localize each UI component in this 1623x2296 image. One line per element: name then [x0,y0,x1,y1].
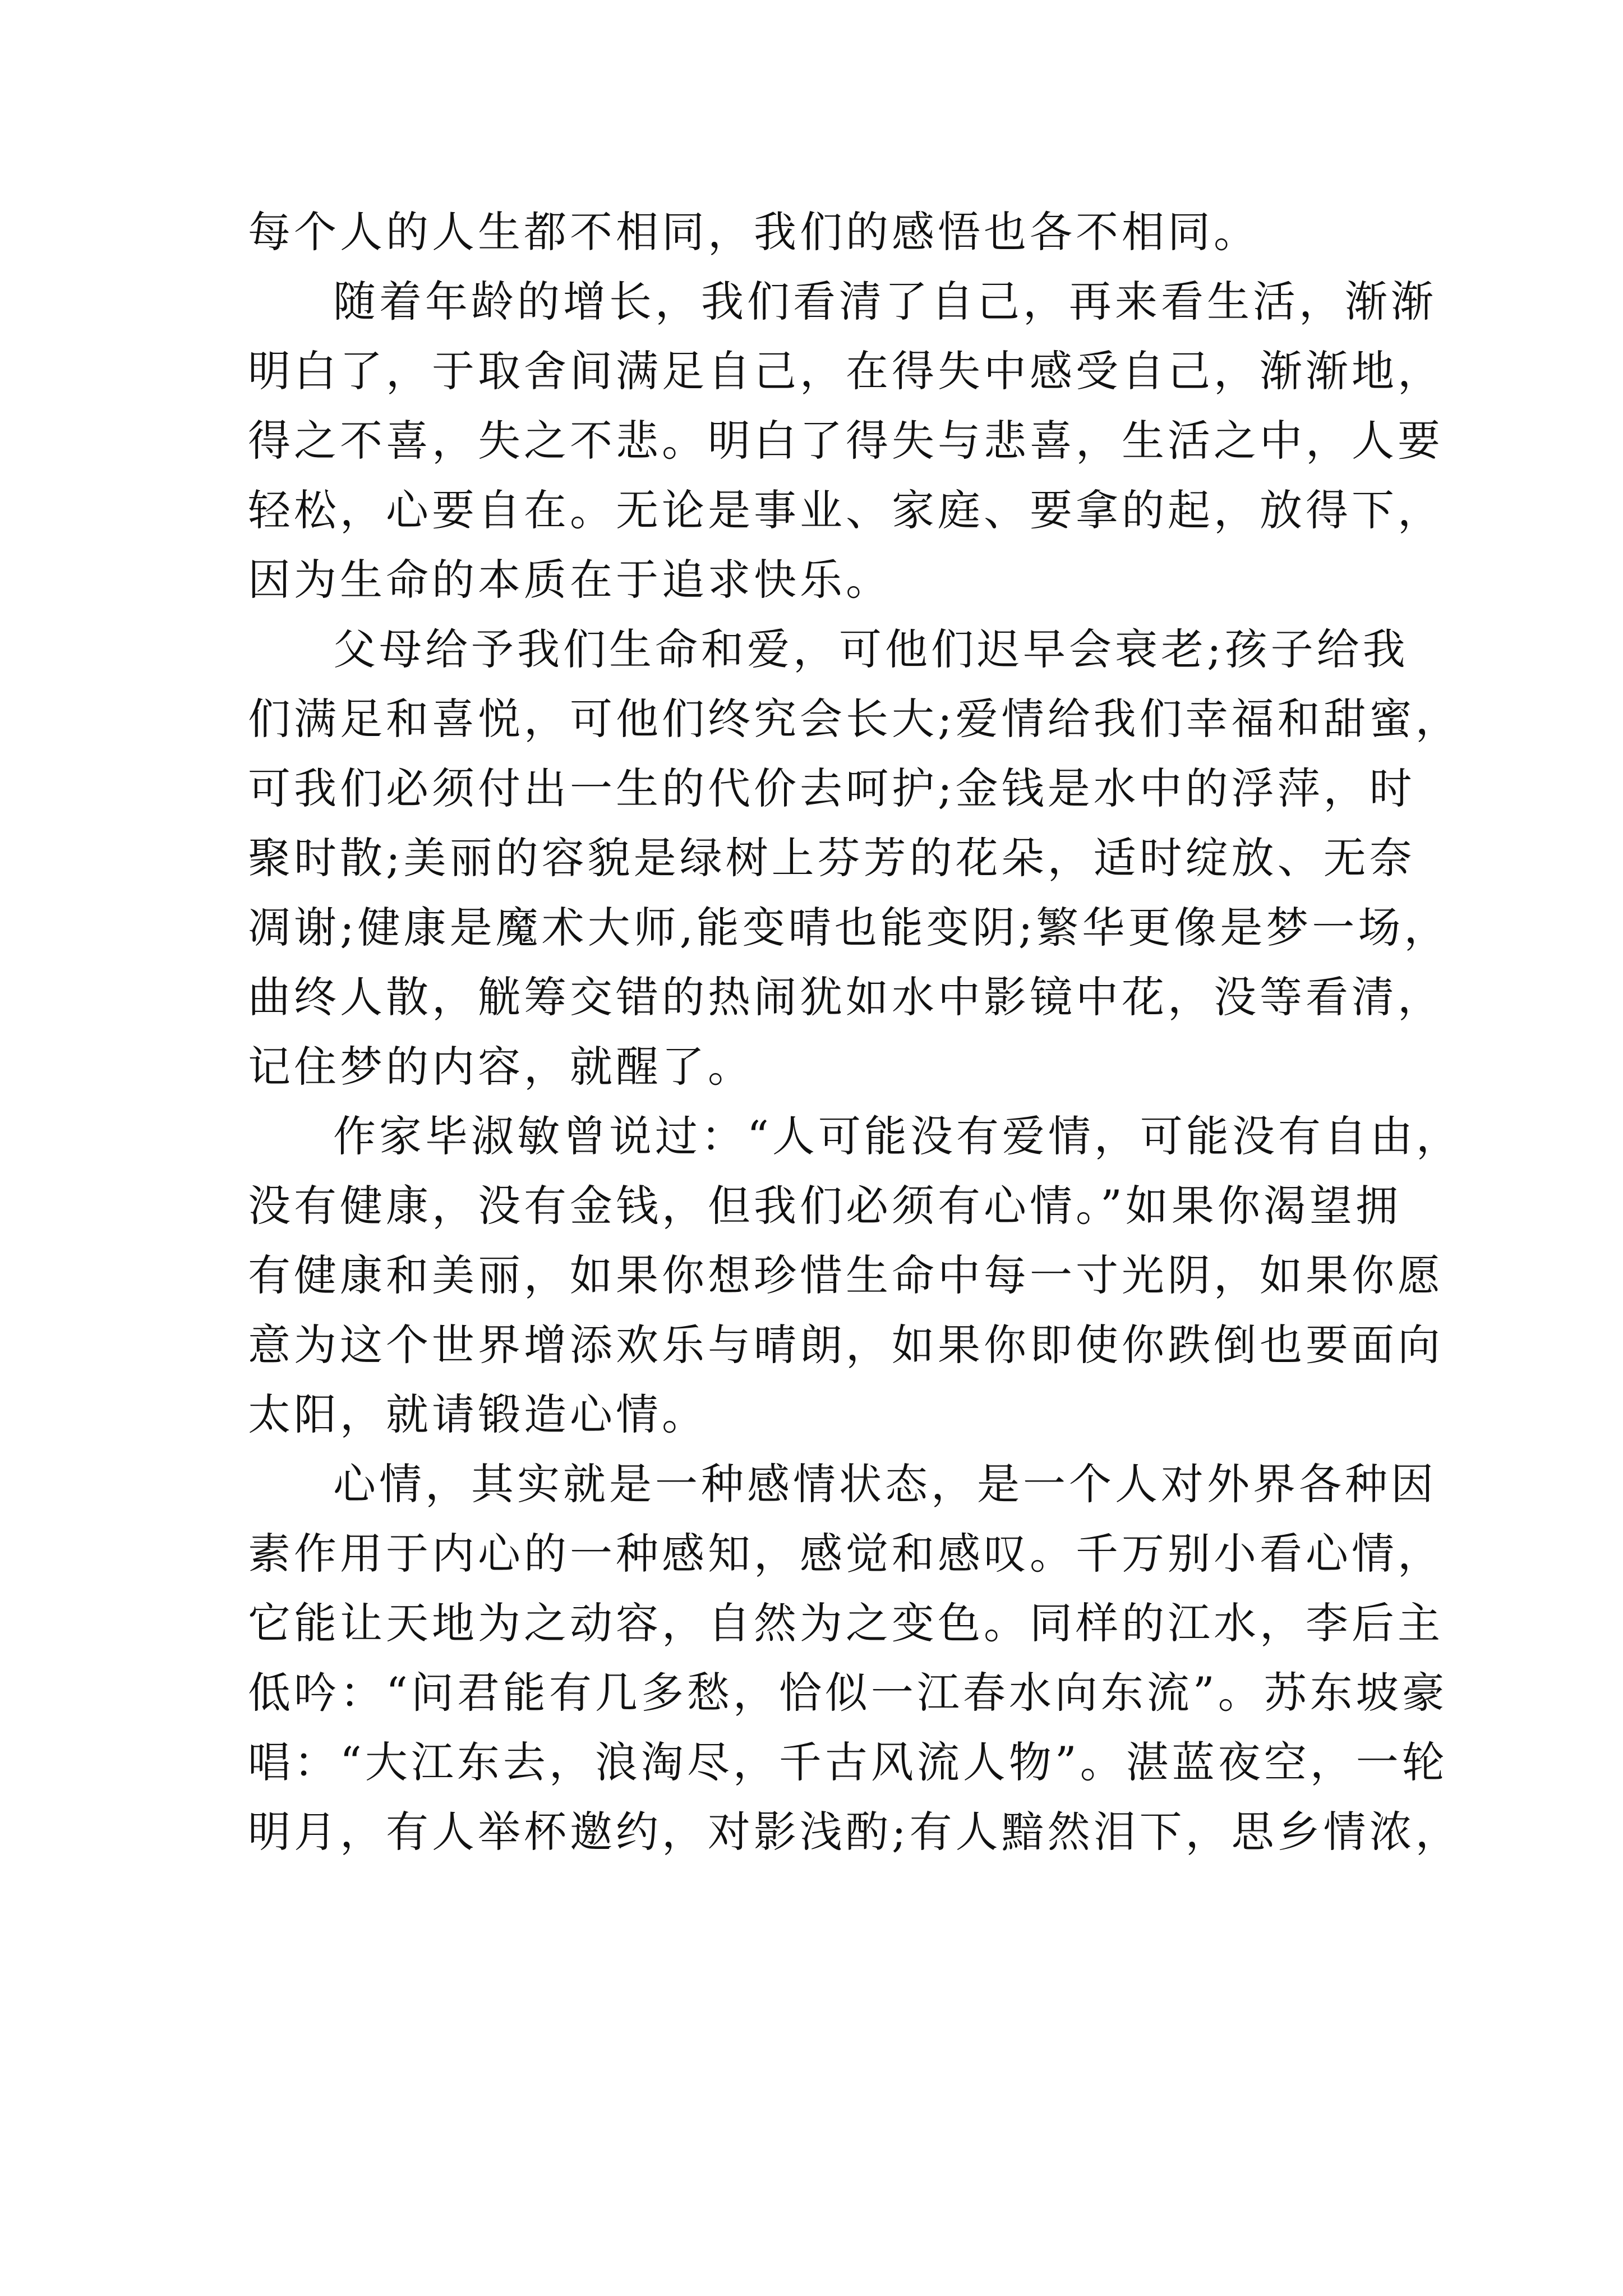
paragraph-5 [248,1450,1461,1867]
text-line: 唱：“大江东去，浪淘尽，千古风流人物”。湛蓝夜空，一轮 [248,1737,1448,1787]
text-line: 轻松，心要自在。无论是事业、家庭、要拿的起，放得下， [248,485,1444,535]
text-line: 随着年龄的增长，我们看清了自己，再来看生活，渐渐 [333,277,1437,326]
text-line: 每个人的人生都不相同，我们的感悟也各不相同。 [248,207,1260,257]
text-line: 它能让天地为之动容，自然为之变色。同样的江水，李后主 [248,1598,1444,1648]
text-line: 没有健康，没有金钱，但我们必须有心情。”如果你渴望拥 [248,1181,1401,1231]
document-body [248,197,1462,1867]
text-line: 心情，其实就是一种感情状态，是一个人对外界各种因 [333,1459,1437,1509]
text-line: 意为这个世界增添欢乐与晴朗，如果你即使你跌倒也要面向 [248,1320,1444,1370]
text-line: 父母给予我们生命和爱，可他们迟早会衰老;孩子给我 [333,624,1409,674]
text-line: 凋谢;健康是魔术大师,能变晴也能变阴;繁华更像是梦一场， [248,903,1450,953]
text-line: 素作用于内心的一种感知，感觉和感叹。千万别小看心情， [248,1529,1444,1579]
text-line: 太阳，就请锻造心情。 [248,1389,708,1439]
text-line: 记住梦的内容，就醒了。 [248,1042,754,1092]
text-line: 们满足和喜悦，可他们终究会长大;爱情给我们幸福和甜蜜， [248,694,1461,744]
text-line: 作家毕淑敏曾说过：“人可能没有爱情，可能没有自由， [333,1111,1462,1161]
text-line: 曲终人散，觥筹交错的热闹犹如水中影镜中花，没等看清， [248,972,1444,1022]
text-line: 低吟：“问君能有几多愁，恰似一江春水向东流”。苏东坡豪 [248,1668,1448,1718]
text-line: 明白了，于取舍间满足自己，在得失中感受自己，渐渐地， [248,346,1444,396]
text-line: 有健康和美丽，如果你想珍惜生命中每一寸光阴，如果你愿 [248,1250,1444,1300]
text-line: 得之不喜，失之不悲。明白了得失与悲喜，生活之中，人要 [248,416,1444,466]
text-line: 明月，有人举杯邀约，对影浅酌;有人黯然泪下，思乡情浓， [248,1807,1461,1857]
text-line: 因为生命的本质在于追求快乐。 [248,555,892,605]
text-line: 聚时散;美丽的容貌是绿树上芬芳的花朵，适时绽放、无奈 [248,833,1415,883]
text-line: 可我们必须付出一生的代价去呵护;金钱是水中的浮萍，时 [248,763,1415,813]
paragraph-3 [248,615,1461,1102]
paragraph-4 [248,1102,1462,1450]
paragraph-1 [248,197,1386,267]
paragraph-2 [248,267,1444,615]
